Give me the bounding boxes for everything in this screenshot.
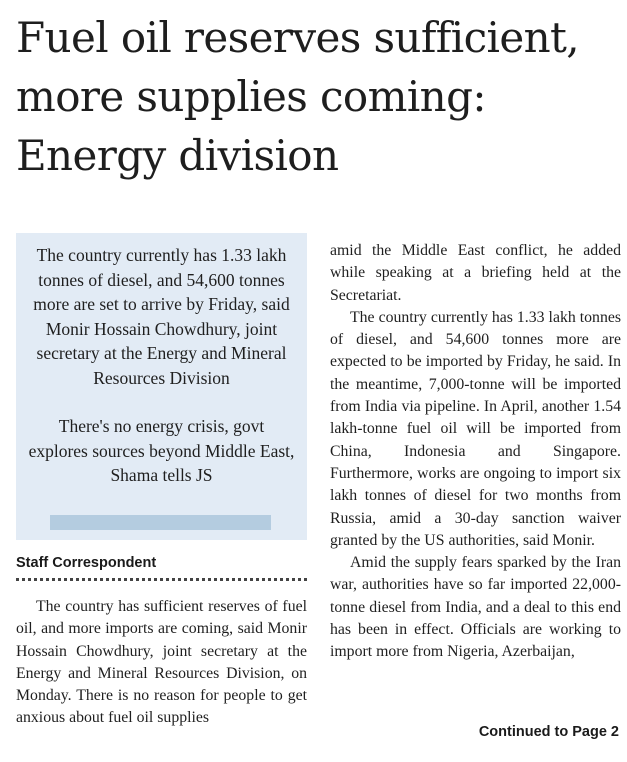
- continued-link[interactable]: Continued to Page 2: [478, 724, 619, 740]
- article-column-left: [16, 596, 307, 730]
- highlight-decorative-bar: [50, 515, 271, 530]
- headline: Fuel oil reserves sufficient, more supplies coming: Energy division: [16, 13, 580, 180]
- highlight-summary: The country currently has 1.33 lakh tonnes of diesel, and 54,600 tonnes more are set to arrive by Friday, said Monir Hossain Chowdhury, joint secretary at the Energy and Mineral Resources Division: [33, 245, 290, 388]
- body-paragraph-continued: amid the Middle East conflict, he added while speaking at a briefing held at the Secretariat.: [330, 242, 621, 304]
- highlight-box: [16, 233, 307, 540]
- dotted-divider: [16, 578, 307, 581]
- byline: Staff Correspondent: [16, 555, 157, 571]
- body-paragraph: The country currently has 1.33 lakh tonnes of diesel, and 54,600 tonnes more are expected to be imported by Friday, he said. In the meantime, 7,000-tonne will be imported from India via pipeline. In April, another 1.54 lakh-tonne fuel oil will be imported from China, Indonesia and Singapore. Furthermore, works are ongoing to import six lakh tonnes of diesel for two months from Russia, amid a 30-day sanction waiver granted by the US authorities, said Monir.: [330, 308, 621, 549]
- body-paragraph: The country has sufficient reserves of fuel oil, and more imports are coming, said Monir Hossain Chowdhury, joint secretary at the Energy and Mineral Resources Division, on Monday. There is no reason for people to get anxious about fuel oil supplies: [16, 598, 307, 727]
- body-paragraph: Amid the supply fears sparked by the Iran war, authorities have so far imported 22,000-tonne diesel from India, and a deal to this end has been in effect. Officials are working to import more from Nigeria, Azerbaijan,: [330, 554, 621, 661]
- article-column-right: [330, 240, 621, 664]
- highlight-related: There's no energy crisis, govt explores sources beyond Middle East, Shama tells JS: [28, 416, 295, 485]
